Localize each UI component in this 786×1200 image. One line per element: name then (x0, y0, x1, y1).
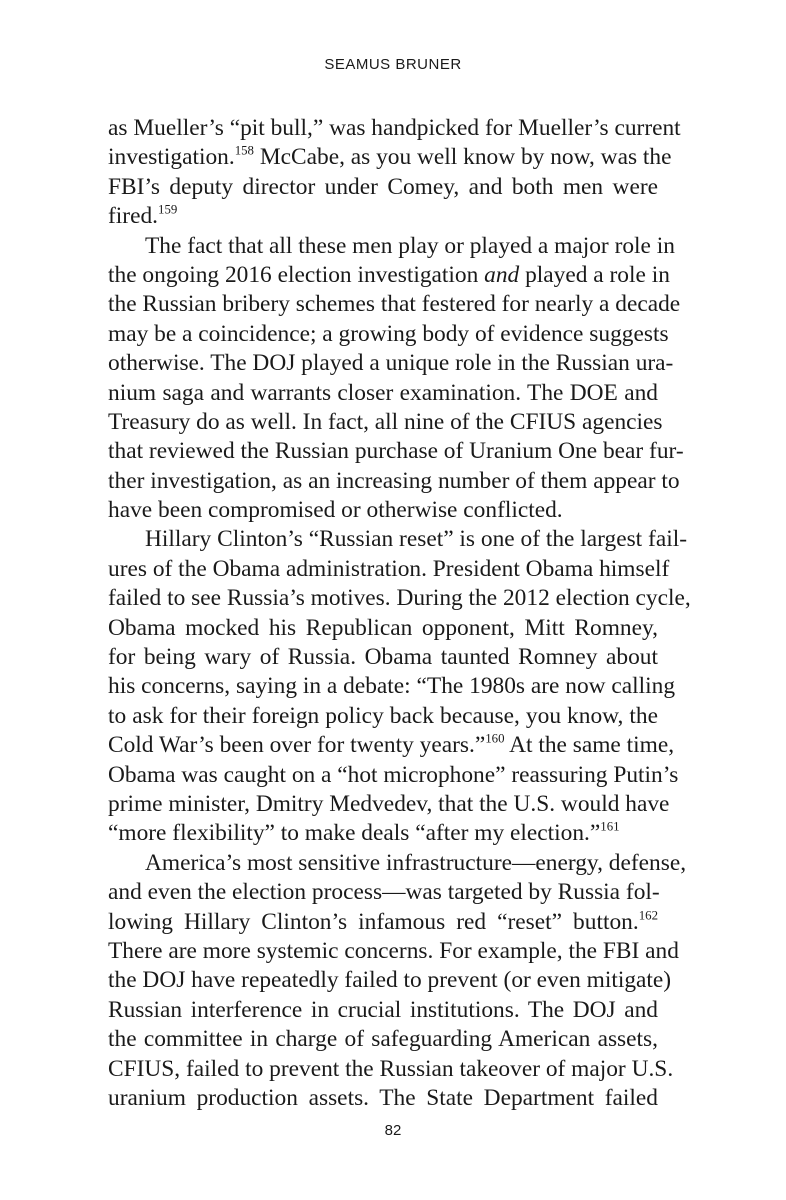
text-run: the committee in charge of safeguarding American assets, (108, 1026, 658, 1053)
text-line (108, 290, 681, 319)
text-run: CFIUS, failed to prevent the Russian takeover of major U.S. (108, 1055, 674, 1082)
footnote-marker: 159 (158, 202, 178, 217)
text-line (108, 496, 658, 525)
text-line (108, 525, 687, 554)
text-run: for being wary of Russia. Obama taunted Romney about (108, 644, 658, 671)
footnote-marker: 161 (600, 819, 620, 834)
text-line (108, 467, 680, 496)
text-line (108, 819, 658, 848)
text-run: as Mueller’s “pit bull,” was handpicked for Mueller’s current (108, 115, 681, 141)
text-line (108, 790, 670, 819)
text-run: may be a coincidence; a growing body of evidence suggests (108, 320, 669, 347)
text-line (108, 408, 663, 437)
text-run: FBI’s deputy director under Comey, and both men were (108, 173, 658, 200)
text-run: There are more systemic concerns. For example, the FBI and (108, 937, 679, 964)
text-run: the ongoing 2016 election investigation (108, 261, 485, 288)
text-run: ther investigation, as an increasing number of them appear to (108, 467, 680, 494)
paragraph (108, 232, 684, 526)
text-line (108, 937, 679, 966)
text-run: the Russian bribery schemes that festered for nearly a decade (108, 291, 681, 318)
text-run: Hillary Clinton’s “Russian reset” is one of the largest fail- (145, 526, 687, 553)
text-line (108, 232, 675, 261)
text-line (108, 702, 658, 731)
text-run: the DOJ have repeatedly failed to prevent (or even mitigate) (108, 967, 672, 994)
text-run: The fact that all these men play or played a major role in (145, 232, 675, 259)
text-line (108, 202, 658, 231)
text-run: “more flexibility” to make deals “after my election.” (108, 820, 601, 847)
text-line (108, 320, 669, 349)
text-run: Cold War’s been over for twenty years.” (108, 732, 486, 759)
text-run: Russian interference in crucial institutions. The DOJ and (108, 996, 658, 1023)
text-run: to ask for their foreign policy back because, you know, the (108, 702, 658, 729)
page-number: 82 (384, 1122, 402, 1139)
text-run: fired. (108, 203, 159, 230)
text-line (108, 114, 681, 143)
text-run: investigation. (108, 144, 235, 171)
text-run: prime minister, Dmitry Medvedev, that the U.S. would have (108, 790, 670, 817)
text-line (108, 761, 679, 790)
text-run: played a role in (519, 261, 670, 288)
text-run: nium saga and warrants closer examination. The DOE and (108, 379, 658, 406)
text-line (108, 672, 676, 701)
text-line (108, 143, 672, 172)
text-line (108, 379, 658, 408)
text-line (108, 966, 672, 995)
text-run: Obama mocked his Republican opponent, Mitt Romney, (108, 614, 658, 641)
text-run: ures of the Obama administration. President Obama himself (108, 555, 670, 582)
text-run: and even the election process—was targeted by Russia fol- (108, 879, 660, 906)
text-run: failed to see Russia’s motives. During the 2012 election cycle, (108, 585, 691, 612)
text-run: have been compromised or otherwise conflicted. (108, 497, 563, 524)
text-line (108, 731, 675, 760)
text-run: McCabe, as you well know by now, was the (253, 144, 672, 171)
text-line (108, 261, 670, 290)
text-line (108, 437, 684, 466)
text-run: At the same time, (504, 732, 675, 759)
footnote-marker: 162 (638, 907, 658, 922)
text-run: lowing Hillary Clinton’s infamous red “reset” button. (108, 908, 639, 935)
text-line (108, 643, 658, 672)
body-text (108, 114, 691, 1113)
text-run: America’s most sensitive infrastructure—energy, defense, (145, 849, 687, 876)
running-head: SEAMUS BRUNER (324, 56, 462, 73)
paragraph (108, 849, 687, 1114)
text-line (108, 996, 658, 1025)
footnote-marker: 160 (485, 731, 505, 746)
text-run: that reviewed the Russian purchase of Uranium One bear fur- (108, 438, 684, 465)
text-line (108, 849, 687, 878)
text-line (108, 584, 691, 613)
text-run: otherwise. The DOJ played a unique role in the Russian ura- (108, 350, 674, 377)
text-run: Treasury do as well. In fact, all nine of the CFIUS agencies (108, 408, 663, 435)
text-run: uranium production assets. The State Department failed (108, 1084, 658, 1111)
text-line (108, 614, 658, 643)
text-run: his concerns, saying in a debate: “The 1980s are now calling (108, 673, 676, 700)
text-run: Obama was caught on a “hot microphone” reassuring Putin’s (108, 761, 679, 788)
text-line (108, 878, 658, 907)
footnote-marker: 158 (234, 143, 254, 158)
emphasis: and (484, 261, 520, 288)
text-line (108, 1055, 674, 1084)
paragraph (108, 114, 681, 232)
text-line (108, 1025, 658, 1054)
paragraph (108, 525, 691, 848)
text-line (108, 349, 674, 378)
text-line (108, 908, 658, 937)
text-line (108, 555, 670, 584)
text-line (108, 1084, 658, 1113)
text-line (108, 173, 658, 202)
